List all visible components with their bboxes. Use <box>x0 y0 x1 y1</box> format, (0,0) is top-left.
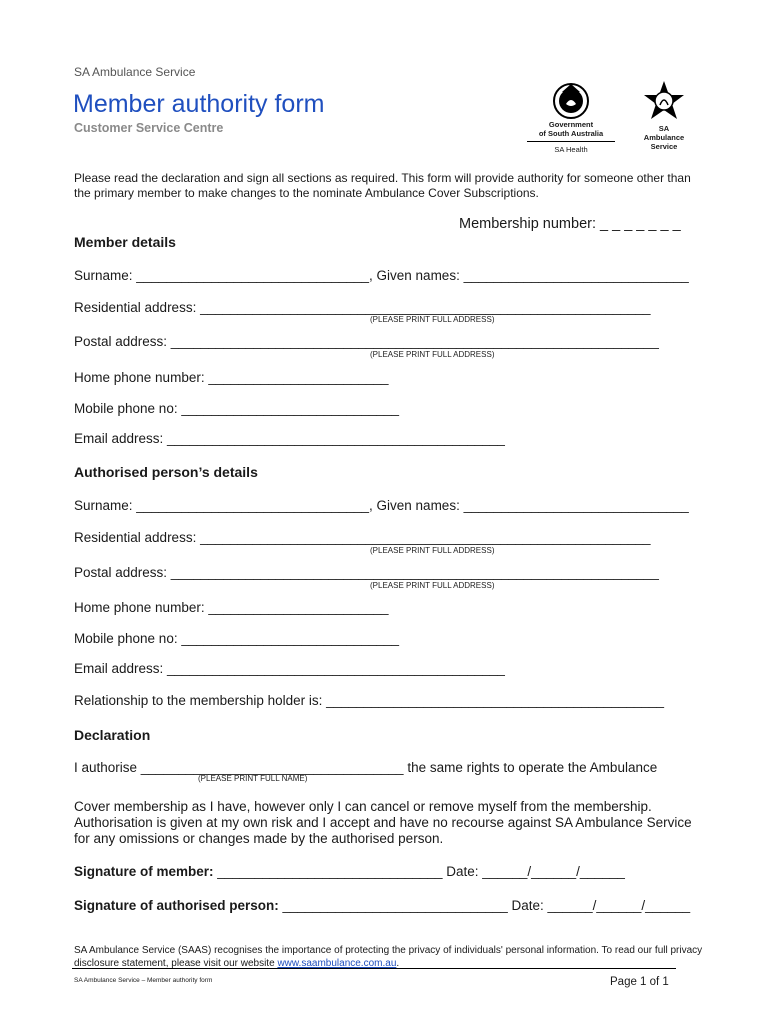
member-signature-row[interactable] <box>74 864 625 879</box>
member-residential-field[interactable]: Residential address: ____________________________________________________________ <box>74 300 651 315</box>
member-postal-hint: (PLEASE PRINT FULL ADDRESS) <box>370 350 495 359</box>
authorised-signature-row[interactable] <box>74 898 690 913</box>
intro-text: Please read the declaration and sign all sections as required. This form will provide authority for someone other than the primary member to make changes to the nominate Ambulance Cover Subscriptions. <box>74 171 691 200</box>
member-email-field[interactable]: Email address: _____________________________________________ <box>74 431 505 446</box>
authorise-name-field[interactable]: I authorise ___________________________________ the same rights to operate the Ambulance <box>74 760 658 775</box>
authorised-postal-hint: (PLEASE PRINT FULL ADDRESS) <box>370 581 495 590</box>
authorised-residential-field[interactable]: Residential address: ____________________________________________________________ <box>74 530 651 545</box>
footer-doc-name: SA Ambulance Service – Member authority form <box>74 977 213 984</box>
declaration-heading: Declaration <box>74 727 151 743</box>
authorised-home-phone-field[interactable]: Home phone number: ________________________ <box>74 600 389 615</box>
authorised-signature-line[interactable]: ______________________________ Date: ______/______/______ <box>278 898 691 913</box>
saas-logo-line1: SA <box>658 124 670 133</box>
authorised-mobile-field[interactable]: Mobile phone no: _____________________________ <box>74 631 400 646</box>
declaration-body: Cover membership as I have, however only I can cancel or remove myself from the membership. Authorisation is given at my own risk and I accept and have no recourse against SA Ambulance Service for any omissions or changes made by the authorised person. <box>74 799 692 846</box>
gov-logo-line2: of South Australia <box>538 129 604 138</box>
authorised-details-heading: Authorised person’s details <box>74 464 258 480</box>
relationship-field[interactable]: Relationship to the membership holder is: _____________________________________________ <box>74 693 664 708</box>
privacy-statement <box>74 945 704 970</box>
member-residential-hint: (PLEASE PRINT FULL ADDRESS) <box>370 315 495 324</box>
membership-number-field[interactable]: Membership number: _ _ _ _ _ _ _ <box>459 216 681 232</box>
gov-logo-line1: Government <box>548 120 594 129</box>
authorised-surname-field[interactable]: Surname: _______________________________, Given names: ______________________________ <box>74 498 689 513</box>
gov-sa-logo <box>527 80 615 154</box>
authorised-postal-field[interactable]: Postal address: _________________________________________________________________ <box>74 565 659 580</box>
page-subtitle: Customer Service Centre <box>74 121 224 135</box>
saas-star-icon <box>641 80 687 124</box>
member-details-heading: Member details <box>74 234 176 250</box>
saas-logo <box>638 80 690 151</box>
privacy-end: . <box>396 957 400 969</box>
saas-logo-line2: Ambulance <box>643 133 685 142</box>
saas-logo-line3: Service <box>650 142 678 151</box>
member-mobile-field[interactable]: Mobile phone no: _____________________________ <box>74 401 400 416</box>
gov-sa-crest-icon <box>548 80 594 120</box>
member-signature-line[interactable]: ______________________________ Date: ______/______/______ <box>213 864 625 879</box>
member-signature-label: Signature of member: <box>74 864 214 879</box>
page-title: Member authority form <box>73 90 325 118</box>
website-link[interactable]: www.saambulance.com.au <box>277 957 397 969</box>
authorised-email-field[interactable]: Email address: _____________________________________________ <box>74 661 505 676</box>
member-surname-field[interactable]: Surname: _______________________________, Given names: ______________________________ <box>74 268 689 283</box>
authorised-signature-label: Signature of authorised person: <box>74 898 279 913</box>
privacy-text: SA Ambulance Service (SAAS) recognises the importance of protecting the privacy of individuals' personal information. To read our full privacy disclosure statement, please visit our website <box>74 945 703 969</box>
footer-divider <box>72 968 676 969</box>
member-home-phone-field[interactable]: Home phone number: ________________________ <box>74 370 389 385</box>
org-name: SA Ambulance Service <box>74 65 196 79</box>
authorised-residential-hint: (PLEASE PRINT FULL ADDRESS) <box>370 546 495 555</box>
authorise-name-hint: (PLEASE PRINT FULL NAME) <box>198 774 308 783</box>
page-number: Page 1 of 1 <box>610 976 669 988</box>
gov-logo-sub: SA Health <box>527 141 615 154</box>
member-postal-field[interactable]: Postal address: _________________________________________________________________ <box>74 334 659 349</box>
